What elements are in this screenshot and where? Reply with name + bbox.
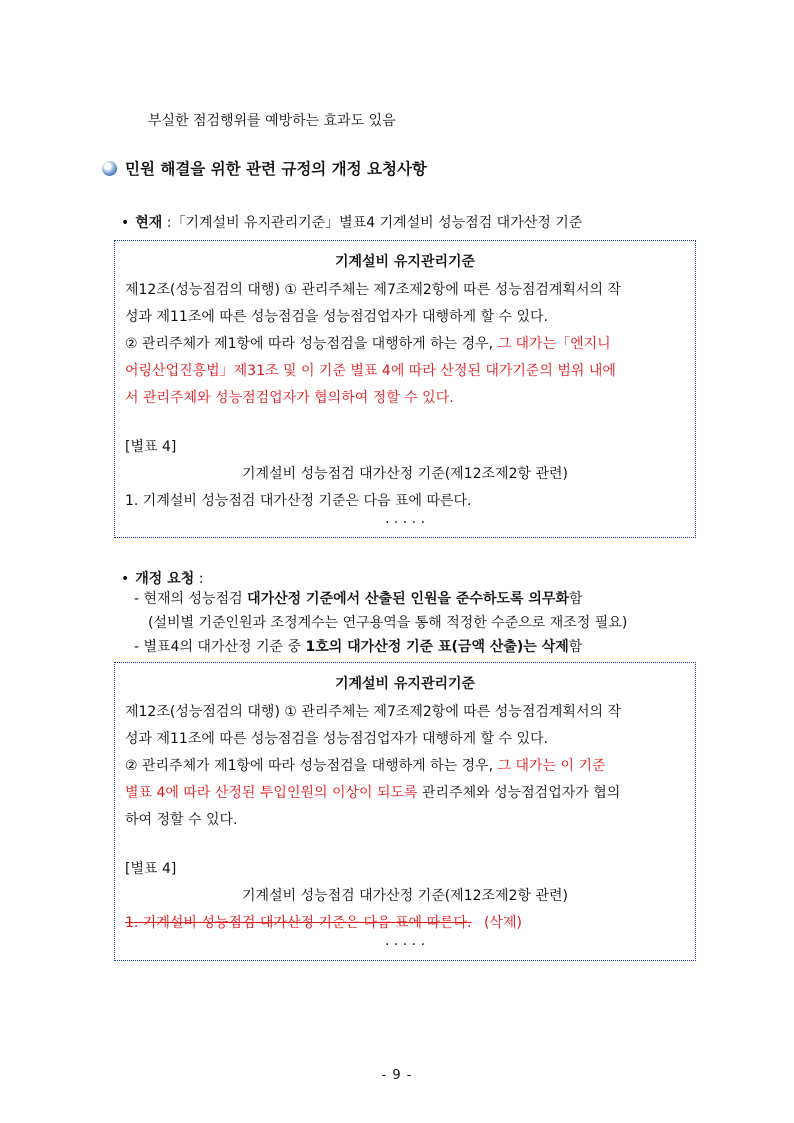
- current-label: 현재: [135, 215, 163, 231]
- revision-item-text: 함: [568, 639, 583, 655]
- deleted-annex-item: 1. 기계설비 성능점검 대가산정 기준은 다음 표에 따른다.: [125, 915, 472, 931]
- bullet-icon: •: [121, 215, 130, 231]
- current-text: :「기계설비 유지관리기준」별표4 기계설비 성능점검 대가산정 기준: [162, 215, 583, 231]
- revision-item-text: - 현재의 성능점검: [134, 591, 248, 607]
- article-line: 제12조(성능점검의 대행) ① 관리주체는 제7조제2항에 따른 성능점검계획서의 작: [125, 704, 621, 720]
- proposed-regulation-box: [114, 662, 696, 961]
- article-line: [125, 331, 685, 358]
- revision-item: [134, 636, 582, 658]
- bullet-icon: •: [121, 571, 130, 587]
- revision-item-text: 함: [568, 591, 583, 607]
- revision-label-suffix: :: [194, 571, 204, 587]
- highlighted-text: 그 대가는 이 기준: [497, 758, 606, 774]
- article-text: ② 관리주체가 제1항에 따라 성능점검을 대행하게 하는 경우,: [125, 336, 498, 352]
- box-title: 기계설비 유지관리기준: [334, 676, 476, 692]
- ellipsis: · · · · ·: [384, 937, 426, 953]
- article-text: 관리주체와 성능점검업자가 협의: [417, 785, 621, 801]
- ellipsis: · · · · ·: [384, 515, 426, 531]
- annex-label: [별표 4]: [125, 861, 177, 877]
- annex-item: 1. 기계설비 성능점검 대가산정 기준은 다음 표에 따른다.: [125, 493, 472, 509]
- highlighted-line: 어링산업진흥법」제31조 및 이 기준 별표 4에 따라 산정된 대가기준의 범위 내에: [125, 363, 616, 379]
- section-heading-text: 민원 해결을 위한 관련 규정의 개정 요청사항: [125, 160, 427, 178]
- box-title: 기계설비 유지관리기준: [334, 254, 476, 270]
- highlighted-text: 그 대가는「엔지니: [497, 336, 611, 352]
- article-line: [125, 780, 685, 807]
- intro-line: 부실한 점검행위를 예방하는 효과도 있음: [148, 113, 396, 129]
- annex-label: [별표 4]: [125, 439, 177, 455]
- bullet-ball-icon: [102, 161, 117, 176]
- annex-title: 기계설비 성능점검 대가산정 기준(제12조제2항 관련): [242, 466, 568, 482]
- revision-item-text: - 별표4의 대가산정 기준 중: [134, 639, 306, 655]
- article-line: 하여 정할 수 있다.: [125, 812, 238, 828]
- article-text: ② 관리주체가 제1항에 따라 성능점검을 대행하게 하는 경우,: [125, 758, 498, 774]
- revision-request-line: [121, 568, 203, 590]
- annex-title: 기계설비 성능점검 대가산정 기준(제12조제2항 관련): [242, 888, 568, 904]
- article-line: 성과 제11조에 따른 성능점검을 성능점검업자가 대행하게 할 수 있다.: [125, 731, 549, 747]
- section-heading: [102, 157, 427, 181]
- highlighted-text: 별표 4에 따라 산정된 투입인원의 이상이 되도록: [125, 785, 418, 801]
- highlighted-line: 서 관리주체와 성능점검업자가 협의하여 정할 수 있다.: [125, 390, 454, 406]
- article-line: [125, 277, 685, 304]
- current-regulation-box: [114, 240, 696, 538]
- revision-item: [134, 588, 583, 610]
- revision-item-note: (설비별 기준인원과 조정계수는 연구용역을 통해 적정한 수준으로 재조정 필요): [148, 615, 628, 631]
- revision-item-bold: 대가산정 기준에서 산출된 인원을 준수하도록 의무화: [247, 591, 569, 607]
- revision-item-bold: 1호의 대가산정 기준 표(금액 산출)는 삭제: [305, 639, 569, 655]
- revision-label: 개정 요청: [135, 571, 195, 587]
- article-line: [125, 753, 685, 780]
- current-regulation-line: [121, 212, 582, 234]
- page-number: - 9 -: [381, 1068, 413, 1083]
- annex-item: [125, 910, 685, 937]
- article-line: 성과 제11조에 따른 성능점검을 성능점검업자가 대행하게 할 수 있다.: [125, 309, 549, 325]
- deletion-note: (삭제): [483, 915, 522, 931]
- article-text: 제12조(성능점검의 대행) ① 관리주체는 제7조제2항에 따른 성능점검계획서의 작: [125, 282, 621, 298]
